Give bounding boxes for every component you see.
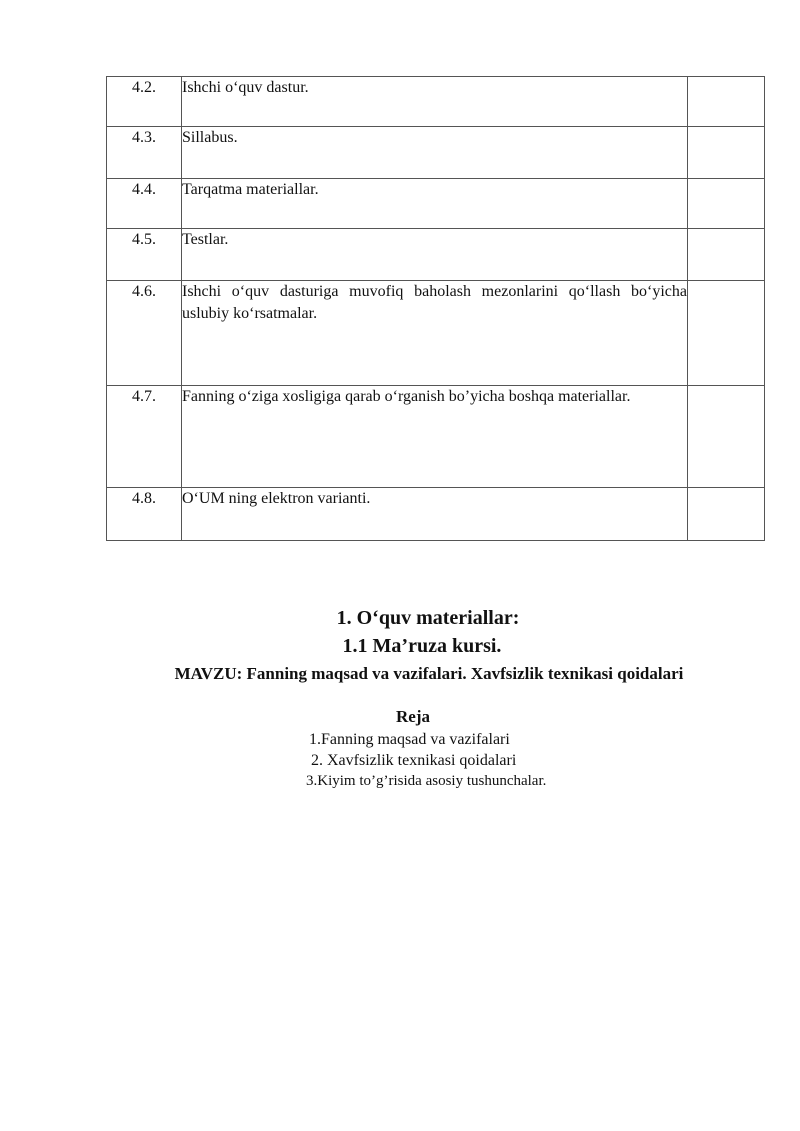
subsection-heading: 1.1 Ma’ruza kursi. (342, 635, 502, 657)
row-text: Tarqatma materiallar. (182, 179, 688, 229)
row-mark-cell (688, 179, 765, 229)
row-mark-cell (688, 229, 765, 281)
plan-title: Reja (396, 707, 430, 726)
materials-table (106, 76, 765, 541)
table-row (107, 229, 765, 281)
row-text: Ishchi o‘quv dasturiga muvofiq baholash mezonlarini qo‘llash bo‘yicha uslubiy ko‘rsatmalar. (182, 281, 688, 386)
table-row (107, 386, 765, 488)
plan-item: 2. Xavfsizlik texnikasi qoidalari (311, 752, 517, 769)
row-number: 4.8. (107, 488, 182, 541)
table-row (107, 179, 765, 229)
row-text: Fanning o‘ziga xosligiga qarab o‘rganish bo’yicha boshqa materiallar. (182, 386, 688, 488)
row-text: Ishchi o‘quv dastur. (182, 77, 688, 127)
table-row (107, 77, 765, 127)
row-number: 4.4. (107, 179, 182, 229)
row-mark-cell (688, 281, 765, 386)
row-mark-cell (688, 386, 765, 488)
row-text: Testlar. (182, 229, 688, 281)
table-row (107, 488, 765, 541)
topic-title: MAVZU: Fanning maqsad va vazifalari. Xavfsizlik texnikasi qoidalari (174, 664, 684, 683)
plan-item: 1.Fanning maqsad va vazifalari (309, 731, 510, 748)
row-mark-cell (688, 488, 765, 541)
row-mark-cell (688, 127, 765, 179)
row-text: Sillabus. (182, 127, 688, 179)
plan-item: 3.Kiyim to’g’risida asosiy tushunchalar. (306, 773, 547, 789)
row-number: 4.3. (107, 127, 182, 179)
table-row (107, 281, 765, 386)
row-number: 4.5. (107, 229, 182, 281)
row-mark-cell (688, 77, 765, 127)
row-number: 4.2. (107, 77, 182, 127)
row-number: 4.7. (107, 386, 182, 488)
section-heading: 1. O‘quv materiallar: (336, 607, 520, 629)
row-number: 4.6. (107, 281, 182, 386)
row-text: O‘UM ning elektron varianti. (182, 488, 688, 541)
table-row (107, 127, 765, 179)
